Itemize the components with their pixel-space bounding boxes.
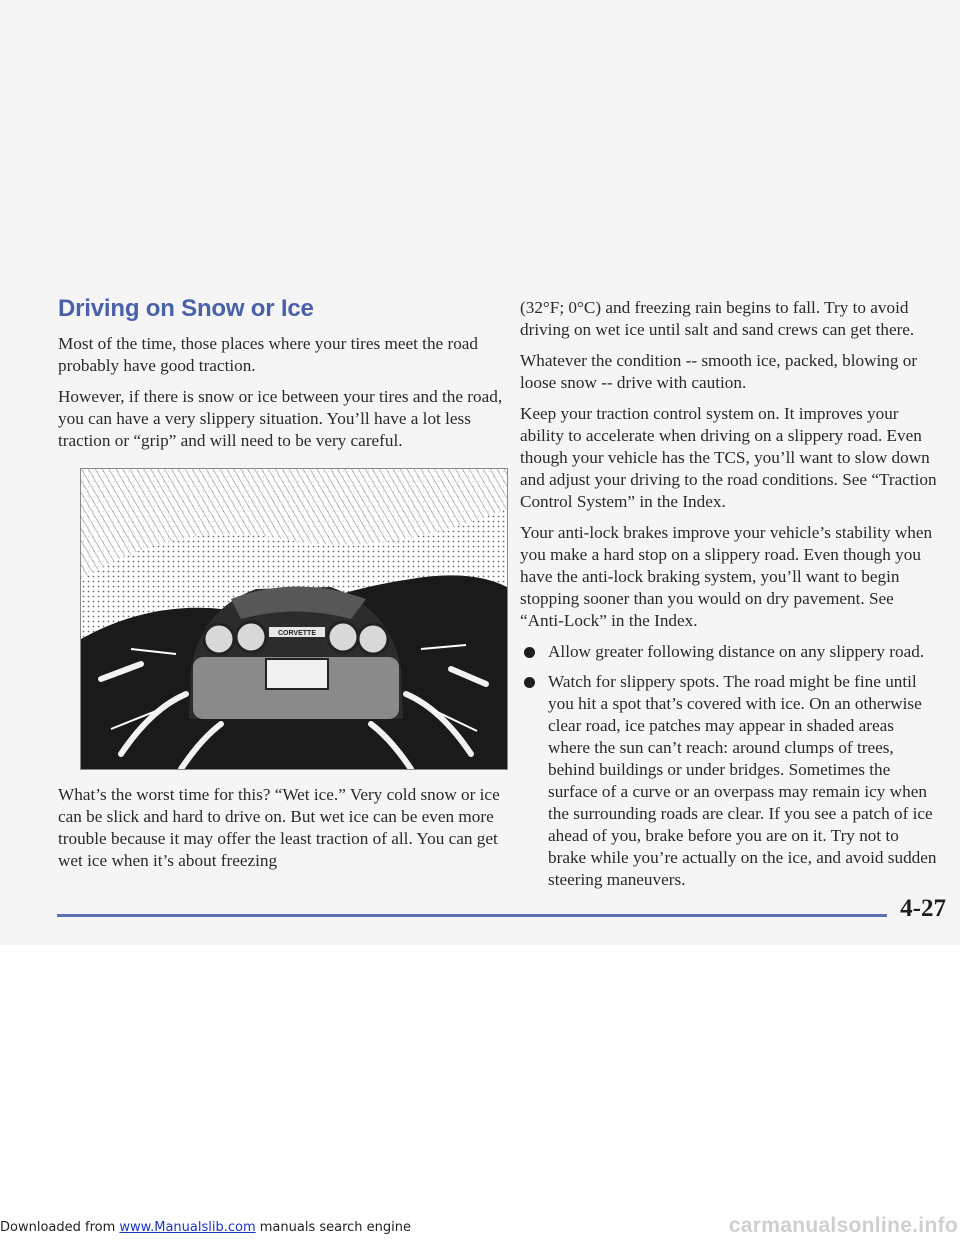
footer-prefix: Downloaded from (0, 1220, 120, 1235)
car-on-ice-illustration (80, 468, 508, 770)
manualslib-link[interactable]: www.Manualslib.com (119, 1220, 256, 1235)
paragraph-traction-intro: Most of the time, those places where your tires meet the road probably have good traction. (58, 334, 479, 375)
bullet-text: Allow greater following distance on any slippery road. (548, 642, 925, 661)
list-item (520, 671, 938, 891)
section-heading: Driving on Snow or Ice (58, 295, 314, 322)
paragraph-traction-control: Keep your traction control system on. It improves your ability to accelerate when driving on a slippery road. Even though your vehicle has the TCS, you’ll want to slow down and adjust your driving to the road conditions. See “Traction Control System” in the Index. (520, 404, 937, 511)
left-column (58, 295, 503, 881)
tips-list (520, 641, 938, 891)
list-item (520, 641, 938, 663)
footer-rule (57, 914, 887, 917)
paragraph-slippery-situation: However, if there is snow or ice between your tires and the road, you can have a very slippery situation. You’ll have a lot less traction or “grip” and will need to be very careful. (58, 387, 503, 450)
footer-suffix: manuals search engine (255, 1220, 412, 1235)
bullet-icon (524, 677, 535, 688)
bullet-text: Watch for slippery spots. The road might be fine until you hit a spot that’s covered with ice. On an otherwise clear road, ice patches may appear in shaded areas where the sun can’t reach: around clumps of trees, behind buildings or under bridges. Sometimes the surface of a curve or an overpass may remain icy when the surrounding roads are clear. If you see a patch of ice ahead of you, brake before you are on it. Try not to brake while you’re actually on the ice, and avoid sudden steering maneuvers. (548, 672, 937, 889)
paragraph-anti-lock-brakes: Your anti-lock brakes improve your vehicle’s stability when you make a hard stop on a slippery road. Even though you have the anti-lock braking system, you’ll want to begin stopping sooner than you would on dry pavement. See “Anti-Lock” in the Index. (520, 523, 933, 630)
paragraph-freezing-rain: (32°F; 0°C) and freezing rain begins to fall. Try to avoid driving on wet ice until salt and sand crews can get there. (520, 298, 915, 339)
car-emblem-text: CORVETTE (278, 630, 316, 637)
paragraph-wet-ice: What’s the worst time for this? “Wet ice.” Very cold snow or ice can be slick and hard to drive on. But wet ice can be even more trouble because it may offer the least traction of all. You can get wet ice when it’s about freezing (58, 785, 500, 870)
download-footer (0, 1220, 411, 1235)
right-column (520, 297, 938, 899)
paragraph-drive-with-caution: Whatever the condition -- smooth ice, packed, blowing or loose snow -- drive with caution. (520, 351, 918, 392)
bullet-icon (524, 647, 535, 658)
page-number: 4-27 (900, 895, 946, 922)
watermark-text: carmanualsonline.info (728, 1214, 958, 1237)
